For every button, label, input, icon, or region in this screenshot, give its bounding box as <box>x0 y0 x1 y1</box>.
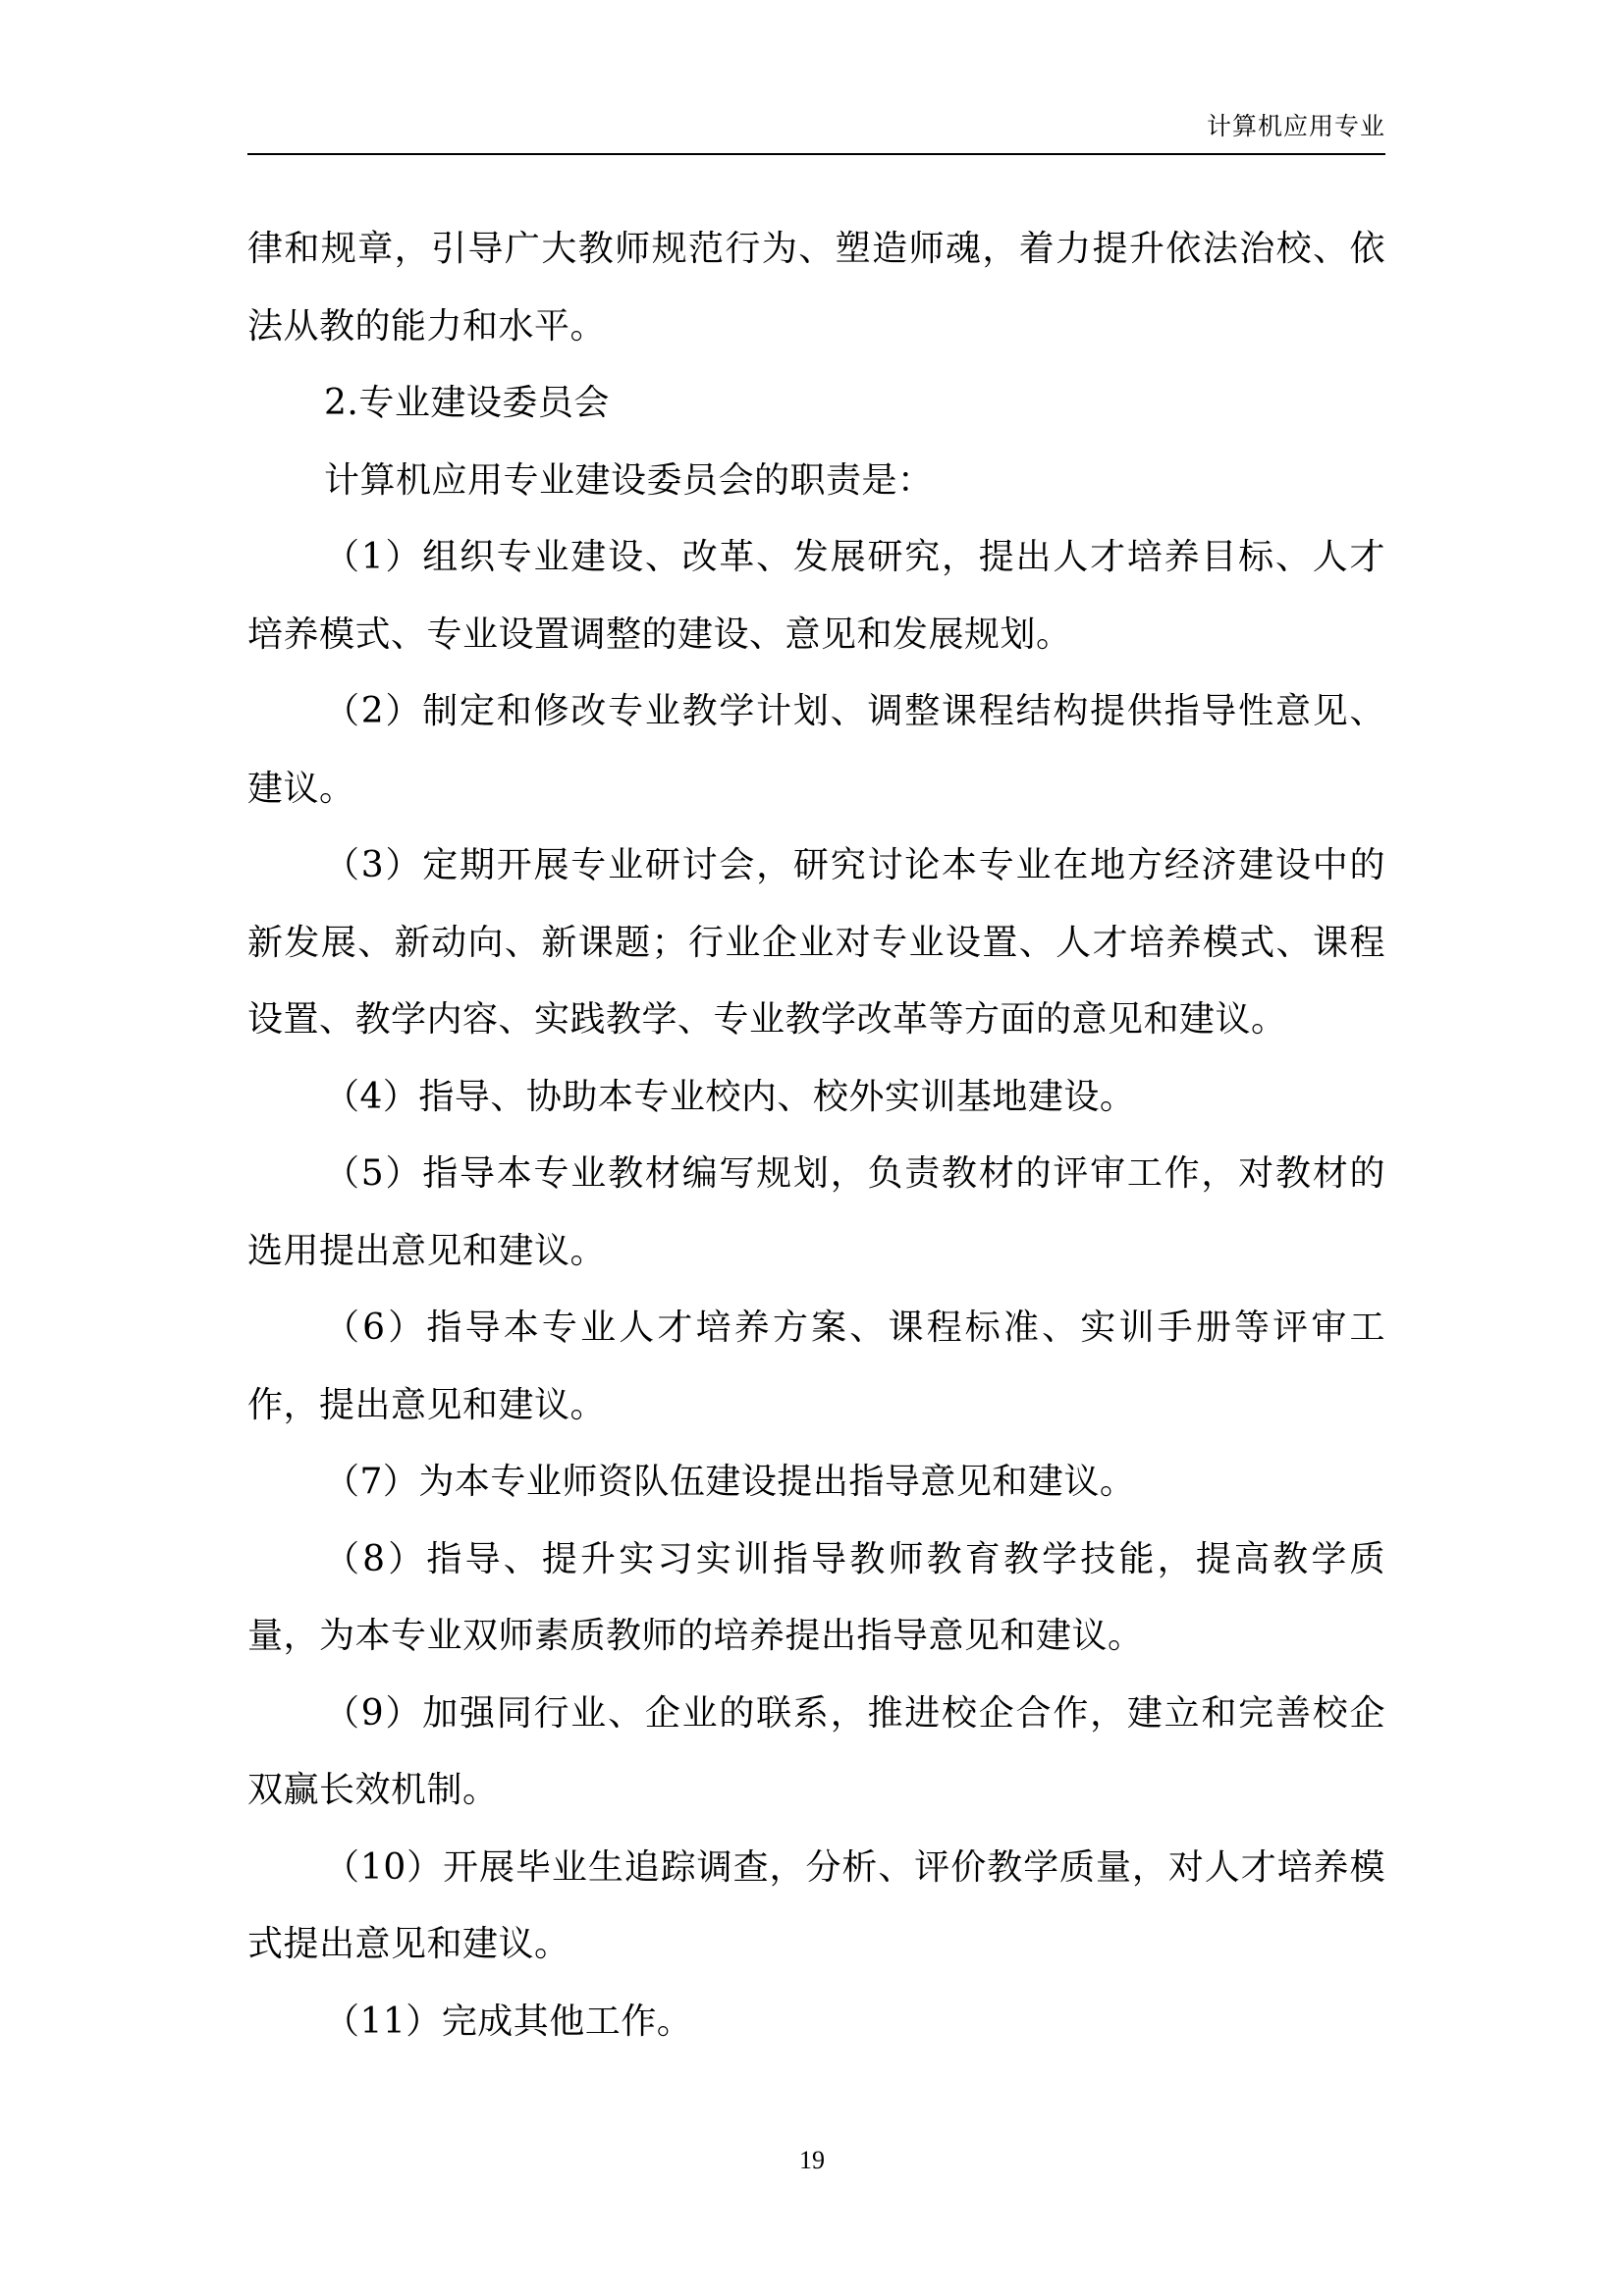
paragraph: 律和规章，引导广大教师规范行为、塑造师魂，着力提升依法治校、依法从教的能力和水平。 <box>247 229 1385 347</box>
header-title: 计算机应用专业 <box>1206 112 1385 140</box>
running-header <box>247 110 1385 155</box>
list-item: （1）组织专业建设、改革、发展研究，提出人才培养目标、人才培养模式、专业设置调整的建设、意见和发展规划。 <box>247 537 1385 655</box>
list-item: （7）为本专业师资队伍建设提出指导意见和建议。 <box>324 1462 1136 1502</box>
list-item: （8）指导、提升实习实训指导教师教育教学技能，提高教学质量，为本专业双师素质教师的培养提出指导意见和建议。 <box>247 1538 1385 1656</box>
list-item: （6）指导本专业人才培养方案、课程标准、实训手册等评审工作，提出意见和建议。 <box>247 1308 1385 1425</box>
body-text <box>247 211 1385 2060</box>
list-item: （10）开展毕业生追踪调查，分析、评价教学质量，对人才培养模式提出意见和建议。 <box>247 1846 1385 1964</box>
list-item: （5）指导本专业教材编写规划，负责教材的评审工作，对教材的选用提出意见和建议。 <box>247 1153 1385 1271</box>
list-item: （4）指导、协助本专业校内、校外实训基地建设。 <box>324 1076 1136 1117</box>
list-item: （11）完成其他工作。 <box>324 2001 693 2042</box>
list-item: （2）制定和修改专业教学计划、调整课程结构提供指导性意见、建议。 <box>247 691 1385 809</box>
page-number: 19 <box>799 2146 825 2174</box>
list-item: （3）定期开展专业研讨会，研究讨论本专业在地方经济建设中的新发展、新动向、新课题；行业企业对专业设置、人才培养模式、课程设置、教学内容、实践教学、专业教学改革等方面的意见和建议。 <box>247 845 1385 1040</box>
section-heading: 2.专业建设委员会 <box>324 383 610 423</box>
list-item: （9）加强同行业、企业的联系，推进校企合作，建立和完善校企双赢长效机制。 <box>247 1692 1385 1810</box>
paragraph: 计算机应用专业建设委员会的职责是： <box>324 459 934 501</box>
